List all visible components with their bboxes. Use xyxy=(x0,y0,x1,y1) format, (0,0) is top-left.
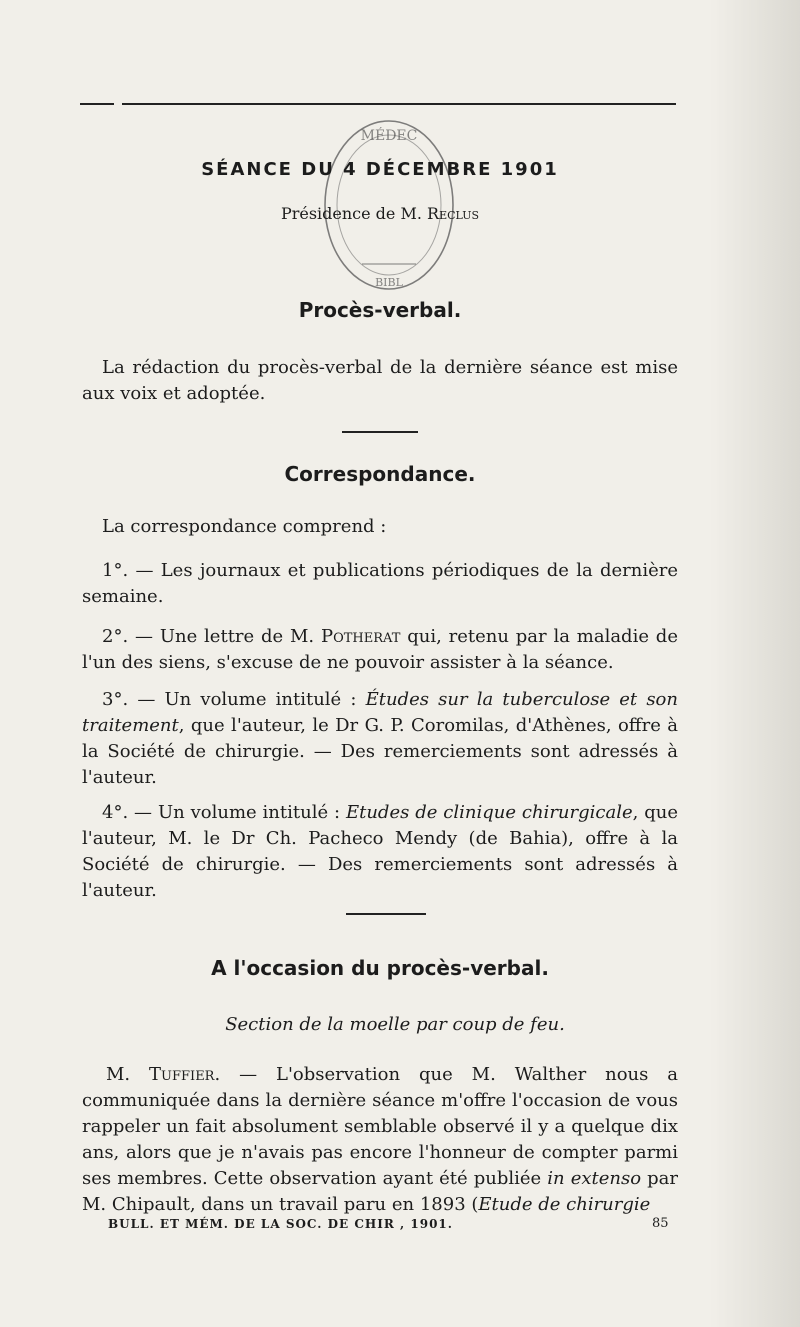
correspondance-item-4: 4°. — Un volume intitulé : Etudes de clinique chirurgicale, que l'auteur, M. le Dr Ch. Pacheco Mendy (de Bahia), offre à la Société de chirurgie. — Des remerciements sont adressés à l'auteur. xyxy=(82,802,678,901)
svg-text:MÉDEC: MÉDEC xyxy=(360,128,418,144)
occasion-subtitle: Section de la moelle par coup de feu. xyxy=(225,1014,565,1035)
tuffier-paragraph: M. Tuffier. — L'observation que M. Walther nous a communiquée dans la dernière séance m'offre l'occasion de vous rappeler un fait absolument semblable observé il y a quelque dix ans, alors que je n'avais pas encore l'honneur de compter parmi ses membres. Cette observation ayant été publiée in extenso par M. Chipault, dans un travail paru en 1893 (Etude de chirurgie xyxy=(82,1064,679,1215)
svg-text:BIBL: BIBL xyxy=(375,276,403,289)
top-rule-short xyxy=(80,103,114,105)
book-title-clinique-chirurgicale: Etudes de clinique chirurgicale xyxy=(345,802,633,823)
president-name: Reclus xyxy=(427,204,480,223)
separator-rule xyxy=(342,431,418,433)
separator-rule-2 xyxy=(346,913,426,915)
potherat-name: Potherat xyxy=(320,626,401,647)
section-title-occasion: A l'occasion du procès-verbal. xyxy=(211,956,549,980)
book-title-etudes-tuberculose: Études sur la tuberculose et son traitement xyxy=(82,689,678,736)
section-title-correspondance: Correspondance. xyxy=(284,462,476,486)
correspondance-item-1: 1°. — Les journaux et publications périodiques de la dernière semaine. xyxy=(82,560,678,607)
correspondance-intro: La correspondance comprend : xyxy=(102,516,387,537)
seance-title: SÉANCE DU 4 DÉCEMBRE 1901 xyxy=(201,159,559,180)
section-title-proces-verbal: Procès-verbal. xyxy=(298,298,462,322)
correspondance-item-3: 3°. — Un volume intitulé : Études sur la tuberculose et son traitement, que l'auteur, le Dr G. P. Coromilas, d'Athènes, offre à la Société de chirurgie. — Des remerciements sont adressés à l'auteur. xyxy=(82,689,678,788)
presidence-prefix: Présidence de M. xyxy=(280,204,428,223)
speaker-tuffier: M. Tuffier. xyxy=(106,1064,221,1085)
running-footer: BULL. ET MÉM. DE LA SOC. DE CHIR , 1901. xyxy=(108,1217,453,1231)
correspondance-item-2: 2°. — Une lettre de M. Potherat qui, retenu par la maladie de l'un des siens, s'excuse de ne pouvoir assister à la séance. xyxy=(82,626,678,673)
presidence-line xyxy=(0,204,760,223)
top-rule xyxy=(122,103,676,105)
page-edge-shadow xyxy=(710,0,800,1327)
proces-verbal-text: La rédaction du procès-verbal de la dernière séance est mise aux voix et adoptée. xyxy=(82,357,678,404)
page-number: 85 xyxy=(652,1216,669,1231)
